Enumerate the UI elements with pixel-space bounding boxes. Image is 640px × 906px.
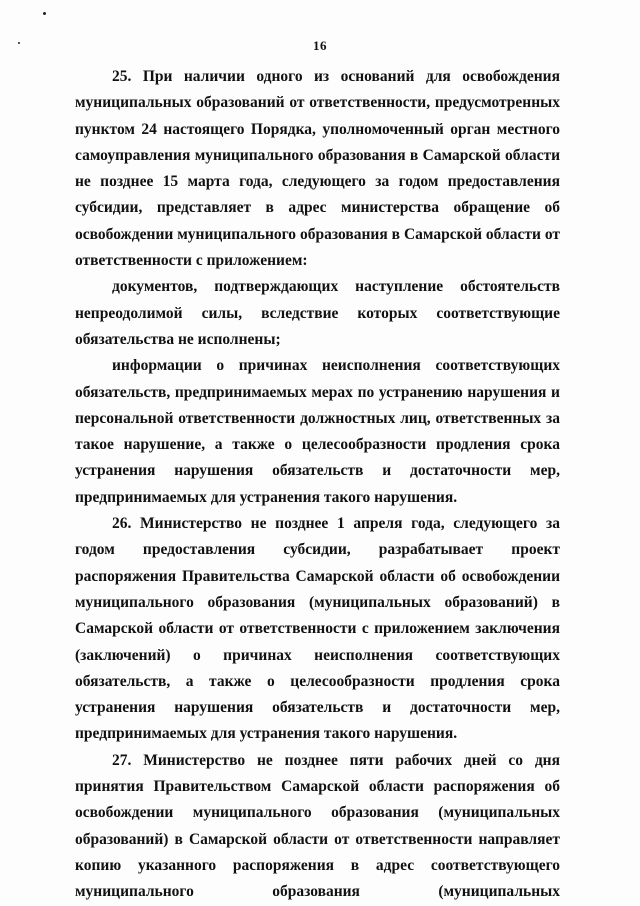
paragraph-documents-item: документов, подтверждающих наступление обстоятельств непреодолимой силы, вследствие которых соответствующие обязательства не исполнены; [75,278,560,348]
paragraph-information-item: информации о причинах неисполнения соответствующих обязательств, предпринимаемых мерах по устранению нарушения и персональной ответственности должностных лиц, ответственных за такое нарушение, а также о целесообразности продления срока устранения нарушения обязательств и достаточности мер, предпринимаемых для устранения такого нарушения. [75,357,560,506]
paragraph-25: 25. При наличии одного из оснований для освобождения муниципальных образований от ответственности, предусмотренных пунктом 24 настоящего Порядка, уполномоченный орган местного самоуправления муниципального образования в Самарской области не позднее 15 марта года, следующего за годом предоставления субсидии, представляет в адрес министерства обращение об освобождении муниципального образования в Самарской области от ответственности с приложением: [75,68,560,270]
scan-speck [43,12,46,15]
paragraph-26: 26. Министерство не позднее 1 апреля года, следующего за годом предоставления субсидии, разрабатывает проект распоряжения Правительства Самарской области об освобождении муниципального образования (муниципальных образований) в Самарской области от ответственности с приложением заключения (заключений) о причинах неисполнения соответствующих обязательств, а также о целесообразности продления срока устранения нарушения обязательств и достаточности мер, предпринимаемых для устранения такого нарушения. [75,515,560,743]
paragraph-27: 27. Министерство не позднее пяти рабочих дней со дня принятия Правительством Самарской области распоряжения об освобождении муниципального образования (муниципальных образований) в Самарской области от ответственности направляет копию указанного распоряжения в адрес соответствующего муниципального образования (муниципальных [75,751,560,901]
page-number: 16 [313,38,327,53]
document-body [75,64,560,906]
